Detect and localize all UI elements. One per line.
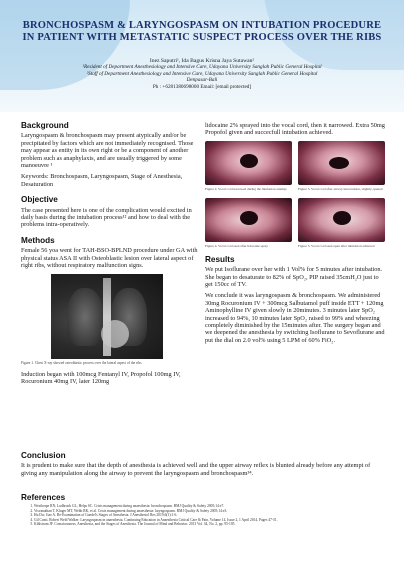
affiliation-city: Denpasar-Bali [186,77,218,84]
affiliation-1: ¹Resident of Department Anesthesiology and Intensive Care, Udayana University Sanglah Public General Hospital [82,64,322,71]
references-list [21,504,385,527]
conclusion-heading: Conclusion [21,451,66,460]
results-text-1: We put Isoflurane over her with 1 Vol% for 5 minutes after intubation. She began to desaturate to 82% of SpO₂, PIP raised 35cmH₂O just to get 150cc of TV. [205,266,383,289]
vocal-cord-photo-3 [205,198,292,242]
vocal-cord-photo-2 [298,141,385,185]
objective-text: The case presented here is one of the complication would excited in daily basis during the intubation process¹² and how to deal with the problems intra-operatively. [21,206,192,229]
results-section [205,256,385,344]
xray-caption: Figure 1. Chest X-ray showed osteoblastic process over the lateral aspect of the ribs [21,360,142,365]
background-text: Laryngospasm & bronchospasm may present atypically and/or be precipitated by factors which are not immediately recognised. Those may appear as entity in its own right or be a component of another problem such as anaphylaxis, and are usually triggered by some manoeuvre ¹ [21,132,194,170]
figure-4-caption: Figure 4. Vocal cord seen after lidocaine spray [205,243,268,248]
poster-title: BRONCHOSPASM & LARYNGOSPASM ON INTUBATION PROCEDURE IN PATIENT WITH METASTATIC SUSPECT PROCESS OVER THE RIBS [22,20,382,43]
methods-section [21,237,201,386]
figure-3-caption: Figure 3. Vocal cord after airway intervention, slightly opened [298,186,383,191]
affiliation-2: ²Staff of Department Anesthesiology and Intensive Care, Udayana University Sanglah Public General Hospital [86,70,318,77]
vocal-cord-photo-4 [298,198,385,242]
vocal-cord-opening [329,157,349,169]
intubation-photos [205,141,385,253]
reference-item: 5. Kihlstrom JF. Consciousness, Anesthesia, and the Stages of Anesthesia. The Journal of Mind and Behavior. 2013 Vol. 34, No. 2, pp. 95-105. [34,522,385,527]
results-text-2: We conclude it was laryngospasm & bronchospasm. We administered 30mg Rocuronium IV + 300mcg Salbutamol puff inside ETT + 120mg Aminophylline IV given slowly in 20minutes. 3 minutes later SpO₂ increased to 94%, 10 minutes later SpO₂ raised to 99% and wheezing completely diminished by the 15minutes after. The surgery began and we deepened the anesthesia by switching Isoflurane to Sevoflurane and put the dial on 2.0 vol% using 5 LPM of 60% FiO₂. [205,292,385,344]
reference-item: 4. Gil Conti. Robert Weld Walker: Laryngospasm in anaesthesia. Continuing Education in Anaesthesia Critical Care & Pain, Volume 14, Issue 2, 1 April 2014, Pages 47-51. [34,518,385,523]
contact-info: Ph : +6281380698000 Email: [email protected] [152,83,252,90]
background-heading: Background [21,121,69,130]
objective-section [21,196,201,229]
results-heading: Results [205,254,235,264]
vocal-cord-opening [240,154,258,168]
background-section [21,122,201,188]
methods-heading: Methods [21,235,55,245]
figure-2-caption: Figure 2. Vocal cord narrowed during the intubation attempt [205,186,287,191]
reference-item: 2. Visvanathan T, Kluger MT, Webb RK, et al. Crisis management during anaesthesia: laryngospasm. BMJ Quality & Safety 2005;14:e3. [34,509,385,514]
left-column [21,122,201,394]
author-names: Inez Saputri¹, Ida Bagus Krisna Jaya Sutawan² [149,58,255,64]
reference-item: 3. Hu Dw, Jiao A. Re-Examination of Guedel's Stages of Anesthesia. J Anesthesiol Res 2019;6(1):1-6. [34,513,385,518]
header-banner [0,0,404,112]
vocal-cord-photo-1 [205,141,292,185]
conclusion-text: It is prudent to make sure that the depth of anesthesia is achieved well and the upper airway reflex is blunted already before any attempt of giving any manipulation along the airway to prevent the laryngospasm and bronchospasm³⁴. [21,462,371,477]
conclusion-section [21,452,385,481]
induction-text: Induction began with 100mcg Fentanyl IV, Propofol 100mg IV, Rocuronium 40mg IV, later 120mg [21,370,181,386]
keywords-text: Keywords: Bronchospasm, Laryngospasm, Stage of Anesthesia, Desaturation [21,173,183,188]
references-heading: References [21,493,66,502]
objective-heading: Objective [21,195,58,205]
author-block [20,58,384,90]
vocal-cord-opening [333,211,351,225]
right-column [205,122,385,352]
xray-left-lung [67,288,103,346]
figure-5-caption: Figure 5. Vocal cord seen open after intubation achieved [298,243,375,248]
vocal-cord-opening [240,211,258,225]
lidocaine-text: lidocaine 2% sprayed into the vocal cord, then it narrowed. Extra 50mg Propofol given and succecfull intubation achieved. [205,122,385,137]
reference-item: 1. Westhorpe RN, Ludbrook GL, Helps SC. Crisis management during anaesthesia: bronchospasm. BMJ Quality & Safety 2005;14:e7. [34,504,385,509]
references-section [21,494,385,527]
chest-xray-image [51,274,163,359]
xray-heart [101,320,129,348]
methods-text: Female 56 yoa went for TAH-BSO-BPLND procedure under GA with physical status ASA II with Osteoblastic lesion over lateral aspect of right ribs, without respiratory malfunction signs. [21,247,198,270]
